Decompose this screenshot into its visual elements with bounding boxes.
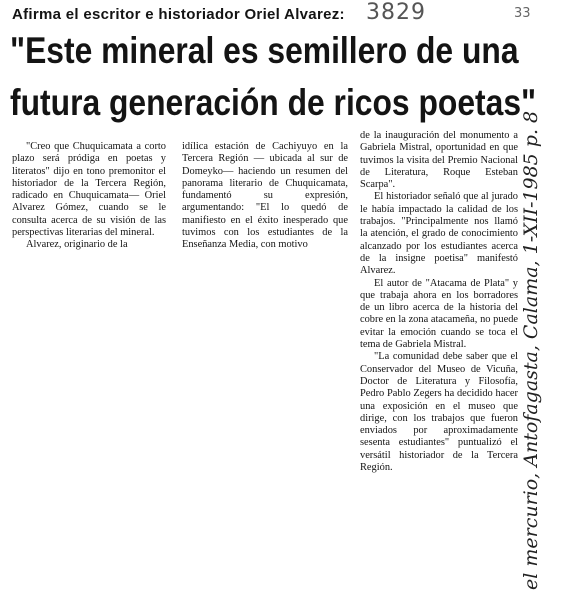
column-3-paragraph-4: "La comunidad debe saber que el Conservador del Museo de Vicuña, Doctor de Literatura y Filosofía, Pedro Pablo Zegers ha decidido hacer una exposición en el museo que dirige, con los trabajos que fueron enviados por aproximadamente sesenta estudiantes" puntualizó el versátil historiador de la Tercera Región. <box>360 351 518 474</box>
headline-line-2: futura generación de ricos poetas" <box>10 82 537 123</box>
article-column-3 <box>360 130 518 474</box>
handwritten-source-note: el mercurio, Antofagasta, Calama, 1-XII-1985 p. 8 <box>520 110 542 590</box>
kicker-headline: Afirma el escritor e historiador Oriel Alvarez: <box>12 6 345 23</box>
article-column-1 <box>12 141 166 252</box>
column-3-paragraph-2: El historiador señaló que al jurado le había impactado la calidad de los trabajos. "Principalmente nos llamó la atención, el grado de conocimiento alcanzado por los estudiantes acerca de la insigne poetisa" manifestó Alvarez. <box>360 191 518 277</box>
handwritten-small-number: 33 <box>514 6 531 21</box>
column-2-paragraph-1: idílica estación de Cachiyuyo en la Tercera Región — ubicada al sur de Domeyko— haciendo un resumen del panorama literario de Chuquicamata, fundamentó su expresión, argumentando: "El lo quedó de manifiesto en el éxito inesperado que tuvimos con los estudiantes de la Enseñanza Media, con motivo <box>182 141 348 251</box>
headline-line-1: "Este mineral es semillero de una <box>10 30 519 71</box>
column-3-paragraph-3: El autor de "Atacama de Plata" y que trabaja ahora en los borradores de un libro acerca de la historia del cobre en la zona atacameña, no puede evitar la emoción cuando se toca el tema de Gabriela Mistral. <box>360 277 518 351</box>
handwritten-catalog-number: 3829 <box>366 0 426 25</box>
column-1-paragraph-2: Alvarez, originario de la <box>26 239 128 251</box>
article-column-2 <box>182 141 348 252</box>
column-3-paragraph-1: de la inauguración del monumento a Gabriela Mistral, oportunidad en que tuvimos la visita del Premio Nacional de Literatura, Roque Esteban Scarpa". <box>360 130 518 191</box>
column-1-paragraph-1: "Creo que Chuquicamata a corto plazo será pródiga en poetas y literatos" dijo en tono premonitor el historiador de la Tercera Región, radicado en Chuquicamata— Oriel Alvarez Gómez, cuando se le consulta acerca de su visión de las perspectivas literarias del mineral. <box>12 141 166 239</box>
